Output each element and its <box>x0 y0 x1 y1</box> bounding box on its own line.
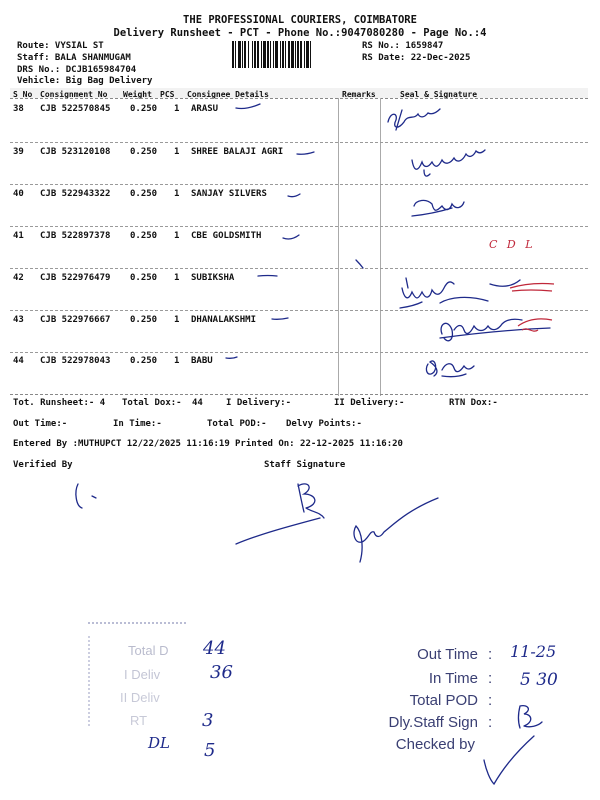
dly-staff-signature <box>519 706 543 728</box>
rtn-dox: RTN Dox:- <box>449 398 498 408</box>
tick-mark <box>288 194 300 197</box>
row-pcs: 1 <box>174 273 180 283</box>
total-dox-value: 44 <box>192 398 203 408</box>
route: Route: VYSIAL ST <box>17 41 104 51</box>
ii-delivery: II Delivery:- <box>334 398 405 408</box>
rs-number: RS No.: 1659847 <box>362 41 444 51</box>
signature-row40 <box>412 200 464 216</box>
row-weight: 0.250 <box>130 231 158 241</box>
row-consignee: BABU <box>191 356 213 366</box>
row-pcs: 1 <box>174 147 180 157</box>
red-strikes <box>500 278 560 338</box>
stamp-dly-staff-sign: Dly.Staff Sign <box>388 714 478 731</box>
col-consignee: Consignee Details <box>187 90 269 99</box>
stamp-total-label: Total D <box>128 643 169 658</box>
row-weight: 0.250 <box>130 356 158 366</box>
hw-dl-value: 5 <box>204 740 216 761</box>
row-pcs: 1 <box>174 104 180 114</box>
tick-mark <box>272 318 288 319</box>
tick-mark <box>297 152 314 154</box>
stamp-rtn-label: RT <box>130 713 148 728</box>
drs-number: DRS No.: DCJB165984704 <box>17 65 137 75</box>
row-pcs: 1 <box>174 315 180 325</box>
stamp-colon: : <box>488 714 493 731</box>
stamp-in-time: In Time <box>428 670 478 687</box>
signature-row39 <box>412 150 485 176</box>
stamp-idel-label: I Deliv <box>124 667 161 682</box>
verified-mark <box>76 484 96 508</box>
tick-mark <box>283 235 299 239</box>
staff-signature-2 <box>354 498 438 562</box>
col-pcs: PCS <box>160 90 175 99</box>
hw-out-time: 11-25 <box>510 642 557 661</box>
tick-mark <box>236 104 260 109</box>
stamp-signatures <box>470 700 570 800</box>
tick-mark <box>226 357 237 358</box>
row-weight: 0.250 <box>130 315 158 325</box>
row-consignment: CJB 523120108 <box>40 147 111 157</box>
stamp-total-pod: Total POD <box>409 692 478 709</box>
rs-date: RS Date: 22-Dec-2025 <box>362 53 471 63</box>
row-sno: 41 <box>13 231 24 241</box>
stamp-colon: : <box>488 692 493 709</box>
runsheet-title: Delivery Runsheet - PCT - Phone No.:9047080280 - Page No.:4 <box>113 27 487 39</box>
row-consignment: CJB 522570845 <box>40 104 111 114</box>
row42-remark-red: C D L <box>489 238 536 251</box>
stamp-iidel-label: II Deliv <box>120 690 160 705</box>
out-time: Out Time:- <box>13 419 68 429</box>
col-sno: S No <box>13 90 33 99</box>
signatures <box>380 98 580 394</box>
row-consignee: CBE GOLDSMITH <box>191 231 262 241</box>
row-sno: 42 <box>13 273 24 283</box>
row-sno: 44 <box>13 356 24 366</box>
row-consignee: SUBIKSHA <box>191 273 235 283</box>
row-consignment: CJB 522978043 <box>40 356 111 366</box>
signature-row44 <box>426 361 474 377</box>
hw-i-delivery: 36 <box>210 662 233 683</box>
row-weight: 0.250 <box>130 147 158 157</box>
row-weight: 0.250 <box>130 104 158 114</box>
verified-by: Verified By <box>13 460 73 470</box>
signature-row38 <box>388 109 440 130</box>
tot-runsheet: Tot. Runsheet:- 4 <box>13 398 106 408</box>
staff: Staff: BALA SHANMUGAM <box>17 53 131 63</box>
col-remarks: Remarks <box>342 90 376 99</box>
stamp-top-edge <box>88 622 186 632</box>
row-consignee: SHREE BALAJI AGRI <box>191 147 284 157</box>
row-weight: 0.250 <box>130 273 158 283</box>
row-sno: 40 <box>13 189 24 199</box>
row-consignment: CJB 522897378 <box>40 231 111 241</box>
signature-row42 <box>400 278 454 308</box>
row-consignment: CJB 522976479 <box>40 273 111 283</box>
row-consignment: CJB 522976667 <box>40 315 111 325</box>
row-consignee: SANJAY SILVERS <box>191 189 267 199</box>
col-consignment: Consignment No <box>40 90 108 99</box>
row-weight: 0.250 <box>130 189 158 199</box>
total-pod: Total POD:- <box>207 419 267 429</box>
hw-total-dox: 44 <box>203 638 226 659</box>
hw-in-time: 5 30 <box>520 670 558 690</box>
stamp-out-time: Out Time <box>417 646 478 663</box>
printed-on: Printed On: 22-12-2025 11:16:20 <box>235 439 403 449</box>
i-delivery: I Delivery:- <box>226 398 292 408</box>
row-pcs: 1 <box>174 189 180 199</box>
tick-mark <box>258 276 277 277</box>
in-time: In Time:- <box>113 419 162 429</box>
staff-signatures <box>0 470 600 580</box>
vehicle: Vehicle: Big Bag Delivery <box>17 76 153 86</box>
row-sno: 39 <box>13 147 24 157</box>
row-pcs: 1 <box>174 231 180 241</box>
staff-signature-1 <box>236 484 324 544</box>
col-seal: Seal & Signature <box>400 90 478 99</box>
stamp-colon: : <box>488 646 493 663</box>
hw-rtn: 3 <box>202 710 214 731</box>
row-sno: 43 <box>13 315 24 325</box>
stamp-colon: : <box>488 670 493 687</box>
row-consignee: DHANALAKSHMI <box>191 315 257 325</box>
company-name: THE PROFESSIONAL COURIERS, COIMBATORE <box>183 14 417 26</box>
stamp-checked-by: Checked by <box>395 736 475 753</box>
stamp-left-edge <box>88 636 90 726</box>
staff-signature-label: Staff Signature <box>264 460 346 470</box>
row-sno: 38 <box>13 104 24 114</box>
total-dox-label: Total Dox:- <box>122 398 182 408</box>
entered-by: Entered By :MUTHUPCT 12/22/2025 11:16:19 <box>13 439 230 449</box>
tick-mark <box>356 260 363 268</box>
row-consignee: ARASU <box>191 104 219 114</box>
row-pcs: 1 <box>174 356 180 366</box>
delvy-points: Delvy Points:- <box>286 419 362 429</box>
row-consignment: CJB 522943322 <box>40 189 111 199</box>
checked-by-signature <box>484 736 534 784</box>
col-weight: Weight <box>123 90 152 99</box>
hw-dl-label: DL <box>148 734 170 752</box>
